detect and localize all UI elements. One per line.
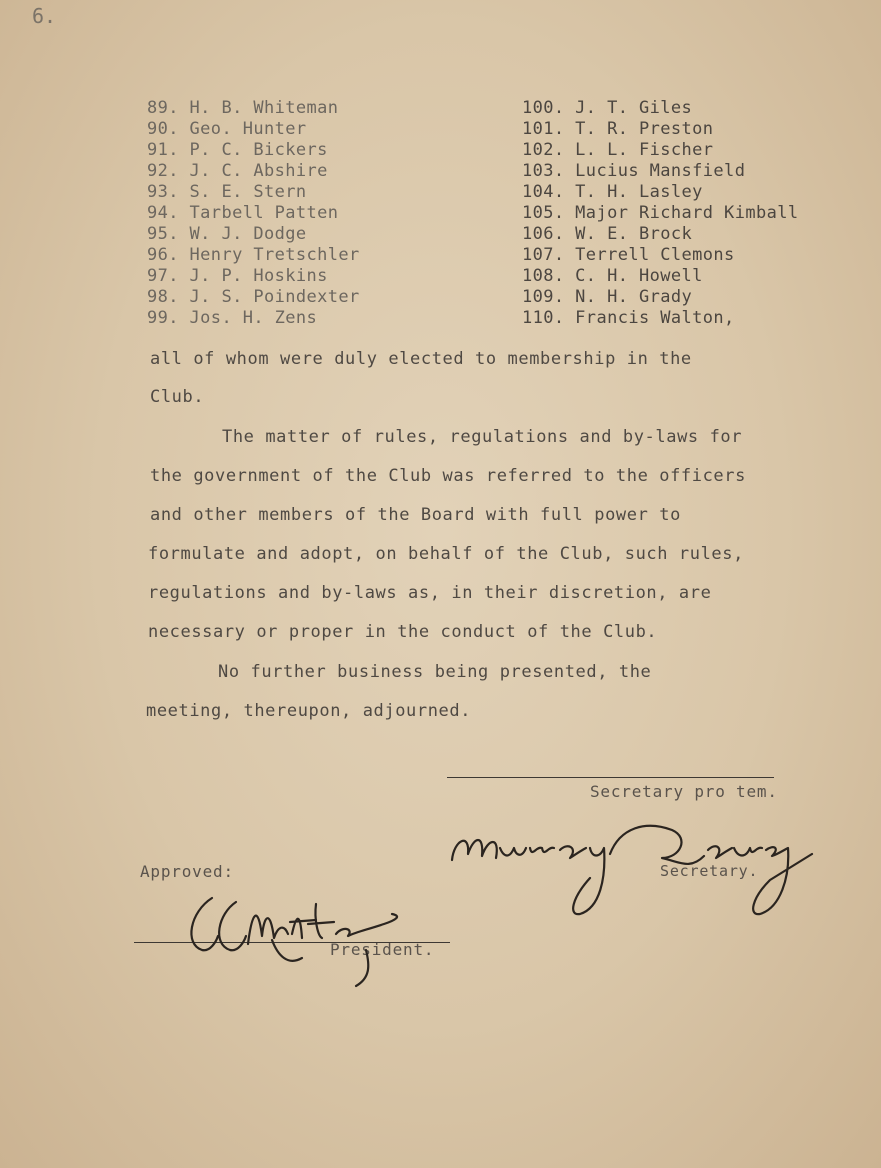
member-entry: 93. S. E. Stern — [147, 182, 307, 202]
secretary-caption: Secretary. — [660, 862, 759, 880]
member-entry: 99. Jos. H. Zens — [147, 308, 318, 328]
secretary-pro-tem-caption: Secretary pro tem. — [590, 782, 778, 801]
secretary-signature — [440, 818, 820, 923]
signature-line-secretary-pro-tem — [447, 777, 774, 778]
body-text-line: the government of the Club was referred to the officers — [150, 466, 746, 486]
member-entry: 92. J. C. Abshire — [147, 161, 328, 181]
member-entry: 94. Tarbell Patten — [147, 203, 339, 223]
member-entry: 100. J. T. Giles — [522, 98, 693, 118]
approved-label: Approved: — [140, 862, 234, 881]
member-entry: 90. Geo. Hunter — [147, 119, 307, 139]
member-entry: 108. C. H. Howell — [522, 266, 703, 286]
body-text-line: No further business being presented, the — [218, 662, 652, 682]
member-entry: 96. Henry Tretschler — [147, 245, 360, 265]
member-entry: 104. T. H. Lasley — [522, 182, 703, 202]
member-entry: 91. P. C. Bickers — [147, 140, 328, 160]
member-entry: 101. T. R. Preston — [522, 119, 714, 139]
member-entry: 110. Francis Walton, — [522, 308, 735, 328]
body-text-line: The matter of rules, regulations and by-laws for — [222, 427, 743, 447]
member-entry: 106. W. E. Brock — [522, 224, 693, 244]
body-text-line: all of whom were duly elected to membership in the — [150, 349, 692, 369]
member-entry: 102. L. L. Fischer — [522, 140, 714, 160]
president-signature — [170, 886, 420, 991]
page-number: 6. — [32, 4, 57, 28]
president-caption: President. — [330, 940, 435, 959]
body-text-line: and other members of the Board with full power to — [150, 505, 681, 525]
body-text-line: regulations and by-laws as, in their discretion, are — [148, 583, 712, 603]
member-entry: 95. W. J. Dodge — [147, 224, 307, 244]
member-entry: 107. Terrell Clemons — [522, 245, 735, 265]
members-list-right — [522, 98, 799, 329]
body-text-line: Club. — [150, 387, 205, 407]
members-list-left — [147, 98, 360, 329]
member-entry: 109. N. H. Grady — [522, 287, 693, 307]
member-entry: 98. J. S. Poindexter — [147, 287, 360, 307]
body-text-line: necessary or proper in the conduct of the Club. — [148, 622, 658, 642]
member-entry: 89. H. B. Whiteman — [147, 98, 339, 118]
member-entry: 103. Lucius Mansfield — [522, 161, 746, 181]
member-entry: 97. J. P. Hoskins — [147, 266, 328, 286]
body-text-line: meeting, thereupon, adjourned. — [146, 701, 472, 721]
member-entry: 105. Major Richard Kimball — [522, 203, 799, 223]
body-text-line: formulate and adopt, on behalf of the Club, such rules, — [148, 544, 744, 564]
